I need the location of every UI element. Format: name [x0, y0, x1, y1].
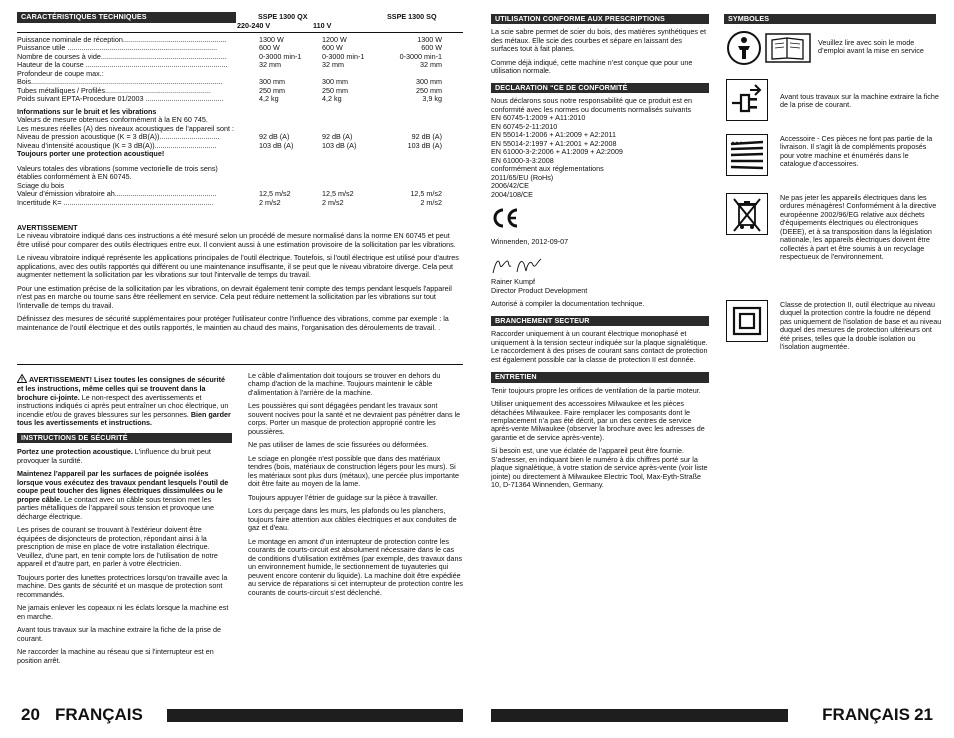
- noise-label: Niveau de pression acoustique (K = 3 dB(A))..............................: [17, 133, 220, 142]
- vibration-value: 2 m/s2: [322, 198, 344, 207]
- spec-label: Nombre de courses à vide...............................................................: [17, 52, 227, 61]
- vibration-row: [17, 190, 463, 198]
- specs-header: CARACTÉRISTIQUES TECHNIQUES: [17, 12, 236, 23]
- noise-intro: Valeurs de mesure obtenues conformément à la EN 60 745.: [17, 115, 208, 125]
- weee-bin-icon: [726, 193, 768, 235]
- safety-paragraph: Lors du perçage dans les murs, les plafonds ou les planchers, toujours faire attention aux câbles électriques et aux conduites de gaz et d'eau.: [248, 506, 457, 533]
- vibration-value: 12,5 m/s2: [410, 190, 442, 199]
- maintenance-para-2: Utiliser uniquement des accessoires Milwaukee et les pièces détachées Milwaukee. Faire remplacer les composants dont le remplacement n’a pas été décrit, par un des centres de service après-vente Milwaukee (observer la brochure avec les adresses de garantie et de service après-vente).: [491, 399, 705, 442]
- safety-warning: [17, 374, 232, 428]
- safety-paragraphs-continued: [248, 372, 463, 597]
- spec-row: [17, 78, 463, 86]
- symbol-text-class-ii: Classe de protection II, outil électrique au niveau duquel la protection contre la foudre ne dépend pas uniquement de l'isolation de base et au niveau duquel des mesures de protection ultérieurs ont été prises, telles que la double isolation ou l'isolation augmentée.: [780, 300, 942, 352]
- safety-paragraph: Ne pas utiliser de lames de scie fissurées ou déformées.: [248, 440, 429, 450]
- vibration-row: [17, 199, 463, 207]
- declaration-norm: 2011/65/EU (RoHs): [491, 172, 554, 182]
- safety-paragraph: Les poussières qui sont dégagées pendant les travaux sont souvent nocives pour la santé et ne devraient pas pénétrer dans le corps. Porter un masque de protection approprié contre les poussières.: [248, 401, 461, 436]
- spec-label: Hauteur de la course .......................................................................: [17, 61, 228, 70]
- spec-value: 32 mm: [322, 61, 344, 70]
- declaration-place-date: Winnenden, 2012-09-07: [491, 236, 569, 246]
- symbols-header: SYMBOLES: [724, 14, 936, 24]
- safety-warning-rest: Le non-respect des avertissements et instructions indiqués ci après peut entraîner un choc électrique, un incendie et/ou de graves blessures sur les personnes.: [17, 392, 229, 419]
- spec-value: 4,2 kg: [322, 95, 342, 104]
- safety-paragraph: [17, 626, 232, 643]
- safety-paragraph: Le sciage en plongée n'est possible que dans des matériaux tendres (bois, matériaux de construction légers pour les murs). Si les matériaux sont plus durs (métaux), une percée plus importante doit être faite au moyen de la lame.: [248, 453, 459, 489]
- safety-paragraph-text: L'influence du bruit peut provoquer la surdité.: [17, 447, 211, 465]
- unplug-icon: [726, 79, 768, 121]
- safety-header: INSTRUCTIONS DE SÉCURITÉ: [17, 433, 232, 443]
- accessory-blades-icon: [726, 134, 768, 176]
- safety-paragraph-text: Toujours porter des lunettes protectrices lorsqu'on travaille avec la machine. Des gants de sécurité et un masque de protection sont recommandés.: [17, 572, 228, 599]
- spec-value: 3,9 kg: [422, 95, 442, 104]
- safety-paragraph-text: Ne raccorder la machine au réseau que si l'interrupteur est en position arrêt.: [17, 647, 214, 665]
- spec-value: 0-3000 min-1: [322, 52, 365, 61]
- declaration-norm: 2006/42/CE: [491, 181, 529, 191]
- vibration-subtitle: Sciage du bois: [17, 180, 65, 190]
- noise-value: 103 dB (A): [322, 141, 357, 150]
- declaration-norm: EN 60745-1:2009 + A11:2010: [491, 113, 586, 123]
- safety-paragraph-text: Ne jamais enlever les copeaux ni les éclats lorsque la machine est en marche.: [17, 603, 229, 621]
- vibration-label: Valeur d’émission vibratoire ah...................................................: [17, 190, 217, 199]
- maintenance-para-3: Si besoin est, une vue éclatée de l’appareil peut être fournie. S’adresser, en indiquant bien le numéro à dix chiffres porté sur la plaque signalétique, à votre station de service après-vente (voir liste jointe) ou directement à Milwaukee Electric Tool, Max-Eyth-Straße 10, D-71364 Winnenden, Germany.: [491, 446, 708, 490]
- safety-paragraph: Toujours appuyer l’étrier de guidage sur la pièce à travailler.: [248, 492, 438, 502]
- spec-rows: [17, 36, 463, 104]
- vibration-value: 2 m/s2: [259, 198, 281, 207]
- noise-label: Niveau d’intensité acoustique (K = 3 dB(A))...............................: [17, 141, 217, 150]
- left-page-language: FRANÇAIS: [55, 705, 143, 724]
- signature-icon: [491, 256, 551, 276]
- vibration-value: 12,5 m/s2: [259, 190, 291, 199]
- warning-para-1: Le niveau vibratoire indiqué dans ces instructions a été mesuré selon un procédé de mesure normalisé dans la norme EN 60745 et peut être utilisé pour comparer des outils électriques entre eux. Il convient aussi à une estimation provisoire de la sollicitation par les vibrations.: [17, 231, 456, 249]
- vibration-label: Incertitude K= ...........................................................................: [17, 198, 214, 207]
- noise-value: 92 dB (A): [259, 133, 290, 142]
- safety-paragraph-text: Avant tous travaux sur la machine extraire la fiche de la prise de courant.: [17, 625, 222, 643]
- spec-value: 0-3000 min-1: [399, 52, 442, 61]
- vibration-rows: [17, 190, 463, 207]
- vibration-intro: Valeurs totales des vibrations (somme vectorielle de trois sens) établies conformément à EN 60745.: [17, 163, 218, 182]
- spec-row: [17, 53, 463, 61]
- spec-label: Puissance nominale de réception....................................................: [17, 36, 227, 44]
- spec-value: 250 mm: [416, 86, 442, 95]
- spec-value: 32 mm: [420, 61, 442, 70]
- spec-label: Puissance utile ...........................................................................: [17, 44, 218, 53]
- ce-mark-icon: [491, 207, 521, 229]
- spec-row: [17, 44, 463, 52]
- declaration-norm: EN 60745-2-11:2010: [491, 121, 558, 131]
- right-page-number: 21: [914, 705, 933, 724]
- warning-para-3: Pour une estimation précise de la sollicitation par les vibrations, on devrait également tenir compte des temps pendant lesquels l'appareil n'est pas en marche ou tourne sans être réellement en service. Cela peut réduire nettement la sollicitation par les vibrations sur tout l'intervalle de temps du travail.: [17, 283, 452, 310]
- right-page: [477, 0, 954, 738]
- noise-row: [17, 133, 463, 141]
- use-para-2: Comme déjà indiqué, cette machine n’est conçue que pour une utilisation normale.: [491, 57, 693, 76]
- noise-value: 92 dB (A): [322, 133, 353, 142]
- voltage-110: 110 V: [313, 21, 332, 30]
- read-manual-icon: [726, 30, 812, 66]
- use-header: UTILISATION CONFORME AUX PRESCRIPTIONS: [491, 14, 709, 24]
- spec-value: 300 mm: [416, 78, 442, 87]
- maintenance-header: ENTRETIEN: [491, 372, 709, 382]
- signer-role: Director Product Development: [491, 285, 588, 295]
- noise-value: 103 dB (A): [407, 141, 442, 150]
- model-sq: SSPE 1300 SQ: [387, 12, 437, 21]
- spec-value: [322, 70, 382, 78]
- specs-underline: [17, 32, 463, 33]
- maintenance-para-1: Tenir toujours propre les orifices de ventilation de la partie moteur.: [491, 385, 701, 395]
- declaration-norm: EN 61000-3-3:2008: [491, 155, 554, 165]
- spec-row: [17, 36, 463, 44]
- symbol-text-read-manual: Veuillez lire avec soin le mode d’emploi avant la mise en service: [818, 38, 924, 56]
- spec-label: Tubes métalliques / Profilés.....................................................: [17, 86, 211, 95]
- spec-value: 250 mm: [259, 86, 285, 95]
- spec-value: 600 W: [259, 44, 280, 53]
- safety-paragraph-bold: Maintenez l’appareil par les surfaces de poignée isolées lorsque vous exécutez des travaux pendant lesquels l’outil de coupe peut toucher des lignes électriques dissimulées ou le propre câble.: [17, 469, 229, 504]
- declaration-header: DECLARATION “CE DE CONFORMITÉ: [491, 83, 709, 93]
- signature: [491, 256, 709, 276]
- spec-value: 1300 W: [259, 36, 284, 44]
- spec-value: 600 W: [322, 44, 343, 53]
- branch-para: Raccorder uniquement à un courant électrique monophasé et uniquement à la tension secteur indiquée sur la plaque signalétique. Le raccordement à des prises de courant sans contact de protection est également possible car la classe de protection II est donnée.: [491, 329, 708, 364]
- safety-paragraph: [17, 604, 232, 621]
- branch-header: BRANCHEMENT SECTEUR: [491, 316, 709, 326]
- spec-value: 600 W: [421, 44, 442, 53]
- specs-header-row: [17, 12, 463, 34]
- noise-value: 92 dB (A): [411, 133, 442, 142]
- symbol-text-accessory: Accessoire - Ces pièces ne font pas partie de la livraison. Il s'agit là de compléments proposés pour votre machine et énumérés dans le catalogue d'accessoires.: [780, 134, 933, 169]
- left-page-number: 20: [21, 705, 40, 724]
- spec-value: 4,2 kg: [259, 95, 279, 104]
- spec-value: 1300 W: [417, 36, 442, 44]
- warning-title: AVERTISSEMENT: [17, 223, 78, 232]
- safety-paragraph-text: Le contact avec un câble sous tension met les parties métalliques de l’appareil sous tension et provoque une décharge électrique.: [17, 494, 214, 521]
- safety-paragraph: Le câble d'alimentation doit toujours se trouver en dehors du champ d'action de la machine. Toujours maintenir le câble d'alimentation à l'arrière de la machine.: [248, 371, 441, 397]
- right-col-1: [491, 14, 709, 495]
- declaration-intro: Nous déclarons sous notre responsabilité que ce produit est en conformité avec les normes ou documents normalisés suivants: [491, 96, 692, 114]
- safety-paragraph: Le montage en amont d’un interrupteur de protection contre les courants de courts-circuit est absolument nécessaire dans le cas de conditions d’utilisation extrêmes (par exemple, des travaux dans un environnement humide, le sectionnement de tuyauteries qui peuvent encore contenir du liquide). La machine doit être expédiée au service de réparations si cet interrupteur de protection contre les courants de courts-circuit s’est déclenché.: [248, 536, 463, 597]
- spec-value: 32 mm: [259, 61, 281, 70]
- declaration-norm: EN 61000-3-2:2006 + A1:2009 + A2:2009: [491, 147, 623, 157]
- warning-para-2: Le niveau vibratoire indiqué représente les applications principales de l'outil électrique. Toutefois, si l'outil électrique est utilisé pour d'autres applications, avec des outils rapportés qui différent ou une maintenance insuffisante, il se peut que le niveau vibratoire diverge. Cela peut augmenter nettement la sollicitation par les vibrations sur tout l'intervalle de temps du travail.: [17, 253, 459, 280]
- safety-warning-keep: Bien garder tous les avertissements et instructions.: [17, 409, 231, 428]
- spec-row: [17, 87, 463, 95]
- spec-row: [17, 61, 463, 69]
- safety-paragraph: [17, 574, 232, 599]
- spec-label: Bois................................................................................................: [17, 78, 223, 87]
- safety-paragraph: [17, 448, 232, 465]
- spec-table: [17, 36, 463, 207]
- spec-row: [17, 95, 463, 103]
- declaration-norms: [491, 114, 709, 199]
- vibration-value: 12,5 m/s2: [322, 190, 354, 199]
- declaration-norm: EN 55014-2:1997 + A1:2001 + A2:2008: [491, 138, 617, 148]
- warning-para-4: Définissez des mesures de sécurité supplémentaires pour protéger l'utilisateur contre l'influence des vibrations, comme par exemple : la maintenance de l’outil électrique et des outils rapportés, le maintien au chaud des mains, l’organisation des déroulements de travail. .: [17, 314, 449, 332]
- noise-value: 103 dB (A): [259, 141, 294, 150]
- spec-label: Poids suivant EPTA-Procedure 01/2003 .......................................: [17, 95, 224, 104]
- ce-mark: [491, 207, 709, 231]
- spec-label: Profondeur de coupe max.:: [17, 69, 104, 78]
- safety-paragraph-text: Les prises de courant se trouvant à l'extérieur doivent être équipées de disjoncteurs de protection, répondant ainsi à la prescription de mise en place de votre installation électrique. Veuillez, d'une part, en tenir compte lors de l'utilisation de notre appareil et d'autre part, en parler à votre électricien.: [17, 525, 218, 569]
- safety-paragraphs: [17, 448, 232, 665]
- declaration-norm: EN 55014-1:2006 + A1:2009 + A2:2011: [491, 130, 616, 140]
- spec-value: [259, 70, 322, 78]
- spec-value: 0-3000 min-1: [259, 52, 302, 61]
- noise-rows: [17, 133, 463, 150]
- safety-paragraph-bold: Portez une protection acoustique.: [17, 447, 133, 457]
- spec-value: 1200 W: [322, 36, 347, 44]
- symbol-text-weee: Ne pas jeter les appareils électriques dans les ordures ménagères! Conformément à la directive européenne 2002/96/EG relative aux déchets d'équipements électriques ou électroniques (DEEE), et à sa transposition dans la législation nationale, les appareils électriques doivent être collectés à part et être soumis à un recyclage respectueux de l'environnement.: [780, 193, 937, 262]
- spec-row: [17, 70, 463, 78]
- left-col-2: [248, 372, 463, 602]
- spec-value: 300 mm: [259, 78, 285, 87]
- ear-protection-note: Toujours porter une protection acoustique!: [17, 149, 165, 159]
- spec-value: 250 mm: [322, 86, 348, 95]
- noise-title: Informations sur le bruit et les vibrations: [17, 106, 157, 116]
- safety-paragraph: [17, 648, 232, 665]
- vibration-value: 2 m/s2: [420, 198, 442, 207]
- warning-block: [17, 224, 463, 337]
- class-ii-icon: [726, 300, 768, 342]
- declaration-norm: conformément aux réglementations: [491, 164, 604, 174]
- safety-warning-bold: AVERTISSEMENT! Lisez toutes les consignes de sécurité et les instructions, même celles qui se trouvent dans la brochure ci-jointe.: [17, 375, 225, 402]
- use-para-1: La scie sabre permet de scier du bois, des matières synthétiques et des métaux. Elle scie des courbes et sépare en laissant des surfaces tout à fait planes.: [491, 27, 706, 54]
- signer-authorization: Autorisé à compiler la documentation technique.: [491, 299, 645, 309]
- right-footer: [491, 706, 936, 724]
- model-qx: SSPE 1300 QX: [258, 12, 308, 21]
- left-divider: [17, 364, 463, 365]
- safety-paragraph: [17, 526, 232, 568]
- left-col-1: [17, 374, 232, 670]
- right-page-language: FRANÇAIS: [822, 705, 910, 724]
- voltage-220: 220-240 V: [237, 21, 271, 30]
- signer-name: Rainer Kumpf: [491, 277, 535, 287]
- spec-value: 300 mm: [322, 78, 348, 87]
- safety-paragraph: [17, 470, 232, 521]
- symbol-text-unplug: Avant tous travaux sur la machine extraire la fiche de la prise de courant.: [780, 92, 939, 110]
- left-footer: [17, 706, 463, 724]
- noise-measured: Les mesures réelles (A) des niveaux acoustiques de l’appareil sont :: [17, 123, 234, 133]
- declaration-norm: 2004/108/CE: [491, 189, 533, 199]
- spec-value: [382, 70, 442, 78]
